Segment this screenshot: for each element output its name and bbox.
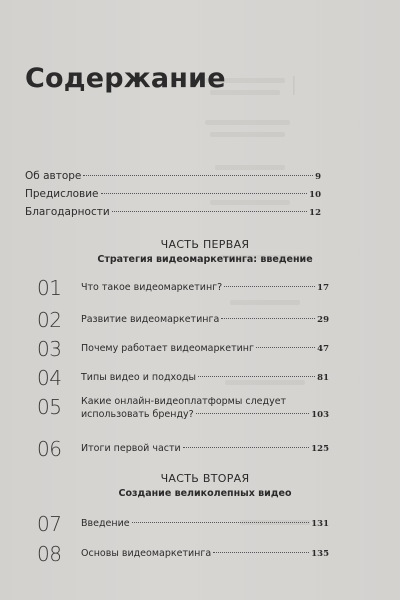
toc-entry-about-author[interactable] — [25, 170, 321, 182]
show-through-line — [210, 132, 285, 137]
part-title: ЧАСТЬ ВТОРАЯ — [160, 472, 250, 485]
dot-leader — [183, 447, 310, 448]
dot-leader — [112, 211, 308, 212]
toc-entry-label: Об авторе — [25, 170, 82, 182]
chapter-page: 135 — [311, 549, 329, 559]
show-through-line — [210, 200, 290, 205]
part-title: ЧАСТЬ ПЕРВАЯ — [160, 238, 250, 251]
chapter-number: 06 — [37, 437, 62, 461]
chapter-page: 47 — [317, 344, 329, 354]
dot-leader — [198, 376, 315, 377]
chapter-03[interactable] — [37, 337, 329, 365]
dot-leader — [101, 193, 308, 194]
page-title: Содержание — [25, 63, 226, 94]
toc-entry-label: Предисловие — [25, 188, 99, 200]
chapter-label: Типы видео и подходы — [81, 372, 197, 383]
chapter-page: 103 — [311, 410, 329, 420]
dot-leader — [132, 522, 310, 523]
dot-leader — [256, 347, 315, 348]
dot-leader — [224, 286, 315, 287]
toc-entry-page: 10 — [309, 190, 321, 200]
chapter-label: Почему работает видеомаркетинг — [81, 343, 255, 354]
chapter-page: 81 — [317, 373, 329, 383]
chapter-page: 17 — [317, 283, 329, 293]
toc-entry-preface[interactable] — [25, 188, 321, 200]
chapter-05[interactable] — [37, 395, 329, 429]
chapter-02[interactable] — [37, 308, 329, 336]
chapter-page: 29 — [317, 315, 329, 325]
toc-entry-page: 9 — [315, 172, 321, 182]
chapter-07[interactable] — [37, 512, 329, 540]
chapter-04[interactable] — [37, 366, 329, 394]
chapter-label-line2: использовать бренду? — [81, 409, 194, 420]
chapter-label: Введение — [81, 518, 130, 529]
chapter-label: Что такое видеомаркетинг? — [81, 282, 223, 293]
toc-entry-label: Благодарности — [25, 206, 110, 218]
part-two-heading — [70, 472, 340, 499]
chapter-label: Развитие видеомаркетинга — [81, 314, 220, 325]
chapter-label-line1: Какие онлайн-видеоплатформы следует — [81, 396, 287, 407]
toc-entry-acknowledgements[interactable] — [25, 206, 321, 218]
dot-leader — [83, 175, 313, 176]
chapter-number: 01 — [37, 276, 62, 300]
part-subtitle: Создание великолепных видео — [118, 488, 292, 499]
dot-leader — [196, 413, 310, 414]
chapter-number: 03 — [37, 337, 62, 361]
chapter-number: 02 — [37, 308, 62, 332]
part-one-heading — [70, 238, 340, 265]
chapter-label: Основы видеомаркетинга — [81, 548, 212, 559]
show-through-mark: Ⅰ — [290, 72, 298, 102]
chapter-number: 05 — [37, 395, 62, 419]
chapter-page: 125 — [311, 444, 329, 454]
chapter-page: 131 — [311, 519, 329, 529]
dot-leader — [221, 318, 315, 319]
chapter-label: Итоги первой части — [81, 443, 181, 454]
chapter-number: 07 — [37, 512, 62, 536]
part-subtitle: Стратегия видеомаркетинга: введение — [97, 254, 313, 265]
chapter-06[interactable] — [37, 437, 329, 465]
dot-leader — [213, 552, 309, 553]
show-through-line — [205, 120, 290, 125]
chapter-number: 04 — [37, 366, 62, 390]
toc-entry-page: 12 — [309, 208, 321, 218]
chapter-number: 08 — [37, 542, 62, 566]
chapter-01[interactable] — [37, 276, 329, 304]
chapter-08[interactable] — [37, 542, 329, 570]
